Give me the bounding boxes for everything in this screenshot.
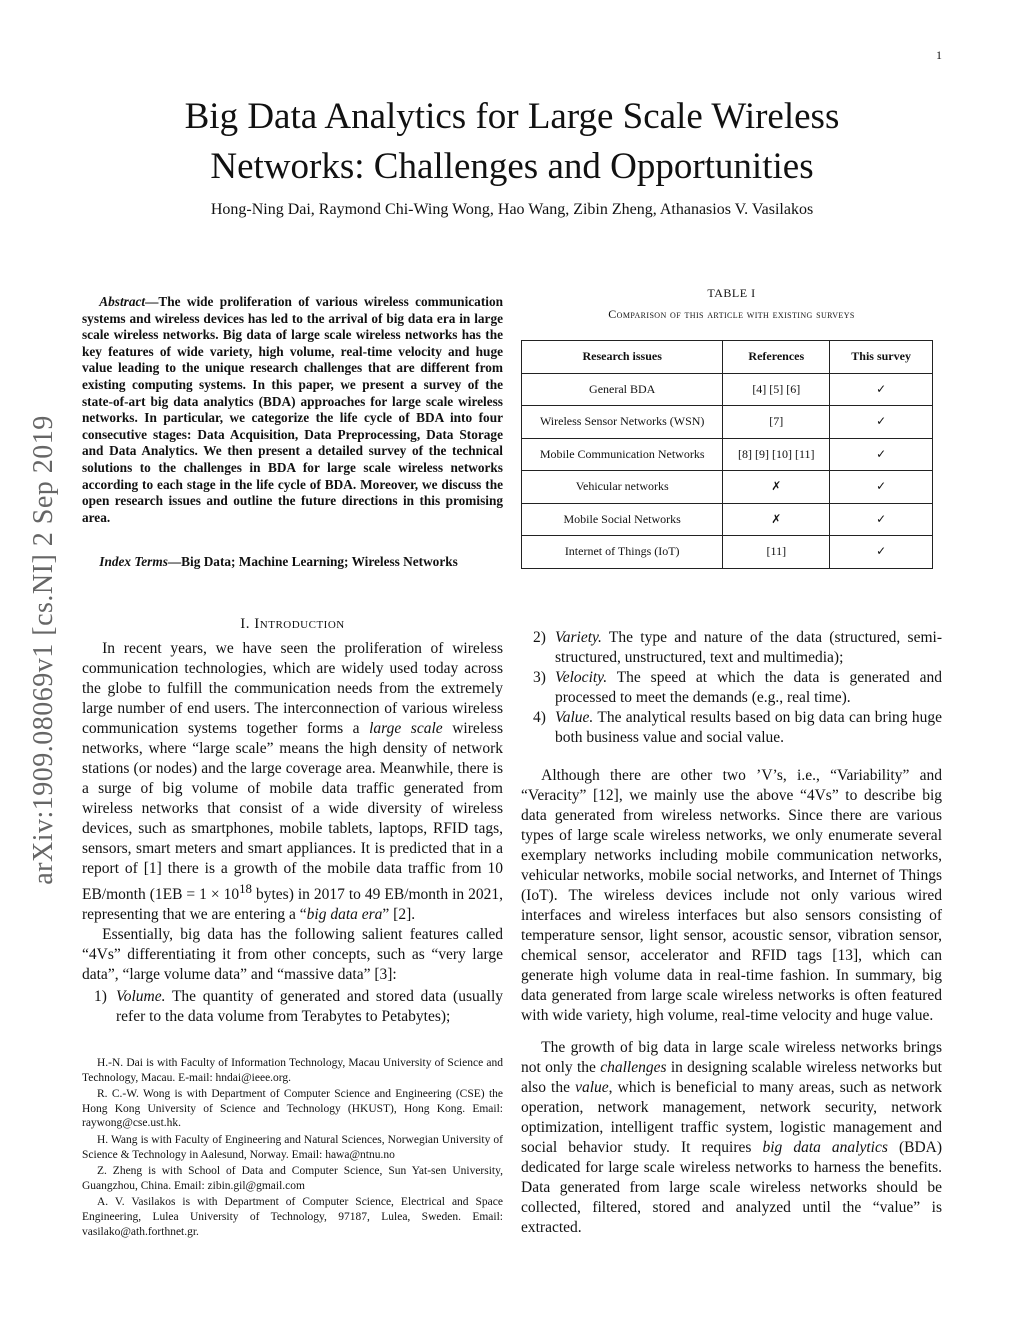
footnote: H. Wang is with Faculty of Engineering and Natural Sciences, Norwegian University of Science & Technology in Aalesund, Norway. Email: hawa@ntnu.no — [82, 1133, 503, 1161]
text-run: , which is beneficial to many areas, such as network operation, network management, network security, network optimization, intelligent traffic system, logistic management and social behavior study. It requires — [521, 1079, 942, 1156]
comparison-table — [521, 340, 933, 569]
intro-paragraph-4 — [521, 1038, 942, 1238]
table-row — [522, 471, 933, 504]
table-cell: [8] [9] [10] [11] — [723, 438, 830, 471]
intro-paragraph-3: Although there are other two ’V’s, i.e., “Variability” and “Veracity” [12], we mainly use the above “4Vs” to describe big data generated from wireless networks. Since there are various types of large scale wireless networks, we only enumerate several exemplary networks including mobile communication networks, vehicular networks, mobile social networks, and Internet of Things (IoT). The wireless devices include not only various wired interfaces and wireless interfaces but also sensors consisting of temperature sensor, light sensor, acoustic sensor, vibration sensor, chemical sensor, accelerator and RFID tags [13], which can generate high volume data in real-time fashion. In summary, big data generated from large scale wireless networks is often featured with wide variety, high volume, real-time velocity and huge value. — [521, 767, 942, 1024]
index-terms — [82, 554, 503, 571]
intro-paragraph-2: Essentially, big data has the following salient features called “4Vs” differentiating it from other concepts, such as “very large data”, “large volume data” and “massive data” [3]: — [82, 926, 503, 984]
arxiv-stamp: arXiv:1909.08069v1 [cs.NI] 2 Sep 2019 — [28, 415, 59, 885]
abstract-dash: — — [145, 294, 159, 309]
list-item — [521, 628, 942, 668]
table-row — [522, 438, 933, 471]
text-run: ” [2]. — [382, 906, 416, 924]
table-cell: ✓ — [830, 373, 933, 406]
table-caption: Comparison of this article with existing surveys — [608, 307, 855, 321]
emphasis: value — [575, 1079, 609, 1096]
paper-title — [100, 92, 924, 192]
author-footnotes — [82, 1056, 503, 1241]
title-line-1: Big Data Analytics for Large Scale Wireless — [184, 96, 840, 137]
page-number: 1 — [936, 48, 942, 62]
list-number: 3) — [533, 669, 546, 686]
list-number: 4) — [533, 709, 546, 726]
title-line-2: Networks: Challenges and Opportunities — [210, 146, 814, 187]
list-keyword: Volume. — [116, 988, 166, 1006]
index-terms-dash: — — [167, 554, 182, 569]
text-run: (BDA) dedicated for large scale wireless networks to harness the benefits. Data generated from large scale wireless networks should be collected, filtered, stored and analyzed until the “value” is extracted. — [521, 1139, 942, 1236]
table-row — [522, 503, 933, 536]
list-text: The analytical results based on big data can bring huge both business value and social value. — [555, 709, 942, 746]
footnote: Z. Zheng is with School of Data and Computer Science, Sun Yat-sen University, Guangzhou, China. Email: zibin.gil@gmail.com — [82, 1165, 503, 1192]
table-cell: [7] — [723, 406, 830, 439]
table-header: References — [723, 341, 830, 374]
section-heading — [82, 616, 503, 633]
arxiv-stamp-container — [24, 360, 64, 940]
emphasis: big data era — [306, 906, 383, 924]
text-run: The growth of big data in large scale wireless networks brings not only the — [521, 1039, 942, 1076]
table-label: TABLE I — [707, 286, 756, 300]
table-cell: [11] — [723, 536, 830, 569]
list-text: The speed at which the data is generated and processed to meet the demands (e.g., real time). — [555, 669, 942, 706]
table-header-row — [522, 341, 933, 374]
list-item — [82, 987, 503, 1027]
table-cell: Mobile Social Networks — [522, 503, 723, 536]
table-cell: [4] [5] [6] — [723, 373, 830, 406]
list-item — [521, 668, 942, 708]
table-header: Research issues — [522, 341, 723, 374]
list-number: 2) — [533, 629, 546, 646]
list-keyword: Velocity. — [555, 669, 608, 686]
table-row — [522, 406, 933, 439]
footnote: R. C.-W. Wong is with Department of Computer Science and Engineering (CSE) the Hong Kong University of Science and Technology (HKUST), Hong Kong. Email: raywong@cse.ust.hk. — [82, 1088, 503, 1130]
table-header: This survey — [830, 341, 933, 374]
list-text: The quantity of generated and stored data (usually refer to the data volume from Terabytes to Petabytes); — [116, 988, 503, 1026]
emphasis: large scale — [369, 720, 443, 737]
index-terms-text: Big Data; Machine Learning; Wireless Networks — [181, 554, 458, 569]
intro-body-left — [82, 639, 503, 1027]
table-cell: ✓ — [830, 503, 933, 536]
table-cell: ✗ — [723, 503, 830, 536]
list-keyword: Value. — [555, 709, 594, 726]
abstract — [82, 294, 503, 526]
abstract-text: The wide proliferation of various wireless communication systems and wireless devices has led to the arrival of big data era in large scale wireless networks. Big data of large scale wireless networks has the key features of wide variety, high volume, real-time velocity and huge value leading to the unique research challenges that are different from existing computing systems. In this paper, we present a survey of the state-of-art big data analytics (BDA) approaches for large scale wireless networks. In particular, we categorize the life cycle of BDA into four consecutive stages: Data Acquisition, Data Preprocessing, Data Storage and Data Analytics. We then present a detailed survey of the technical solutions to the challenges in BDA for large scale wireless networks according to each stage in the life cycle of BDA. Moreover, we discuss the open research issues and outline the future directions in this promising area. — [82, 294, 503, 525]
emphasis: big data analytics — [762, 1139, 888, 1156]
table-cell: Mobile Communication Networks — [522, 438, 723, 471]
abstract-label: Abstract — [99, 294, 146, 309]
intro-paragraph-1 — [82, 639, 503, 925]
table-cell: Internet of Things (IoT) — [522, 536, 723, 569]
section-title: Introduction — [254, 616, 345, 632]
table-cell: General BDA — [522, 373, 723, 406]
section-number: I. — [240, 616, 255, 632]
four-vs-list-part-1 — [82, 987, 503, 1027]
footnote: A. V. Vasilakos is with Department of Computer Science, Electrical and Space Engineering, Lulea University of Technology, 97187, Lulea, Sweden. Email: vasilako@ath.forthnet.gr. — [82, 1196, 503, 1238]
text-run: wireless networks, where “large scale” means the high density of network stations (or nodes) and the large coverage area. Meanwhile, there is a surge of big volume of mobile data traffic generated from wireless networks that consist of a wide diversity of wireless devices, such as smartphones, mobile tablets, laptops, RFID tags, sensors, smart meters and smart appliances. It is predicted that in a report of [1] there is a growth of the mobile data traffic from 10 EB/month (1EB = 1 × 10 — [82, 720, 503, 904]
text-run: In recent years, we have seen the proliferation of wireless communication technologies, which are widely used today across the globe to fulfill the communication needs from the extremely large number of end users. The interconnection of various wireless communication systems together forms a — [82, 640, 503, 737]
table-cell: ✓ — [830, 471, 933, 504]
text-run: bytes) in 2017 to 49 EB/month in 2021, representing that we are entering a “ — [82, 886, 503, 924]
text-run: in designing scalable wireless networks but also the — [521, 1059, 942, 1096]
list-item — [521, 708, 942, 748]
table-cell: ✓ — [830, 438, 933, 471]
list-text: The type and nature of the data (structured, semi-structured, unstructured, text and multimedia); — [555, 629, 942, 666]
index-terms-label: Index Terms — [99, 554, 168, 569]
footnote: H.-N. Dai is with Faculty of Information Technology, Macau University of Science and Technology, Macau. E-mail: hndai@ieee.org. — [82, 1057, 503, 1084]
intro-body-right — [521, 628, 942, 1238]
list-keyword: Variety. — [555, 629, 602, 646]
superscript: 18 — [239, 881, 252, 896]
four-vs-list-part-2 — [521, 628, 942, 748]
author-list: Hong-Ning Dai, Raymond Chi-Wing Wong, Hao Wang, Zibin Zheng, Athanasios V. Vasilakos — [210, 201, 814, 218]
table-row — [522, 536, 933, 569]
table-cell: Vehicular networks — [522, 471, 723, 504]
table-cell: ✗ — [723, 471, 830, 504]
table-cell: ✓ — [830, 406, 933, 439]
table-cell: Wireless Sensor Networks (WSN) — [522, 406, 723, 439]
table-cell: ✓ — [830, 536, 933, 569]
table-row — [522, 373, 933, 406]
list-number: 1) — [94, 988, 107, 1006]
emphasis: challenges — [600, 1059, 667, 1076]
